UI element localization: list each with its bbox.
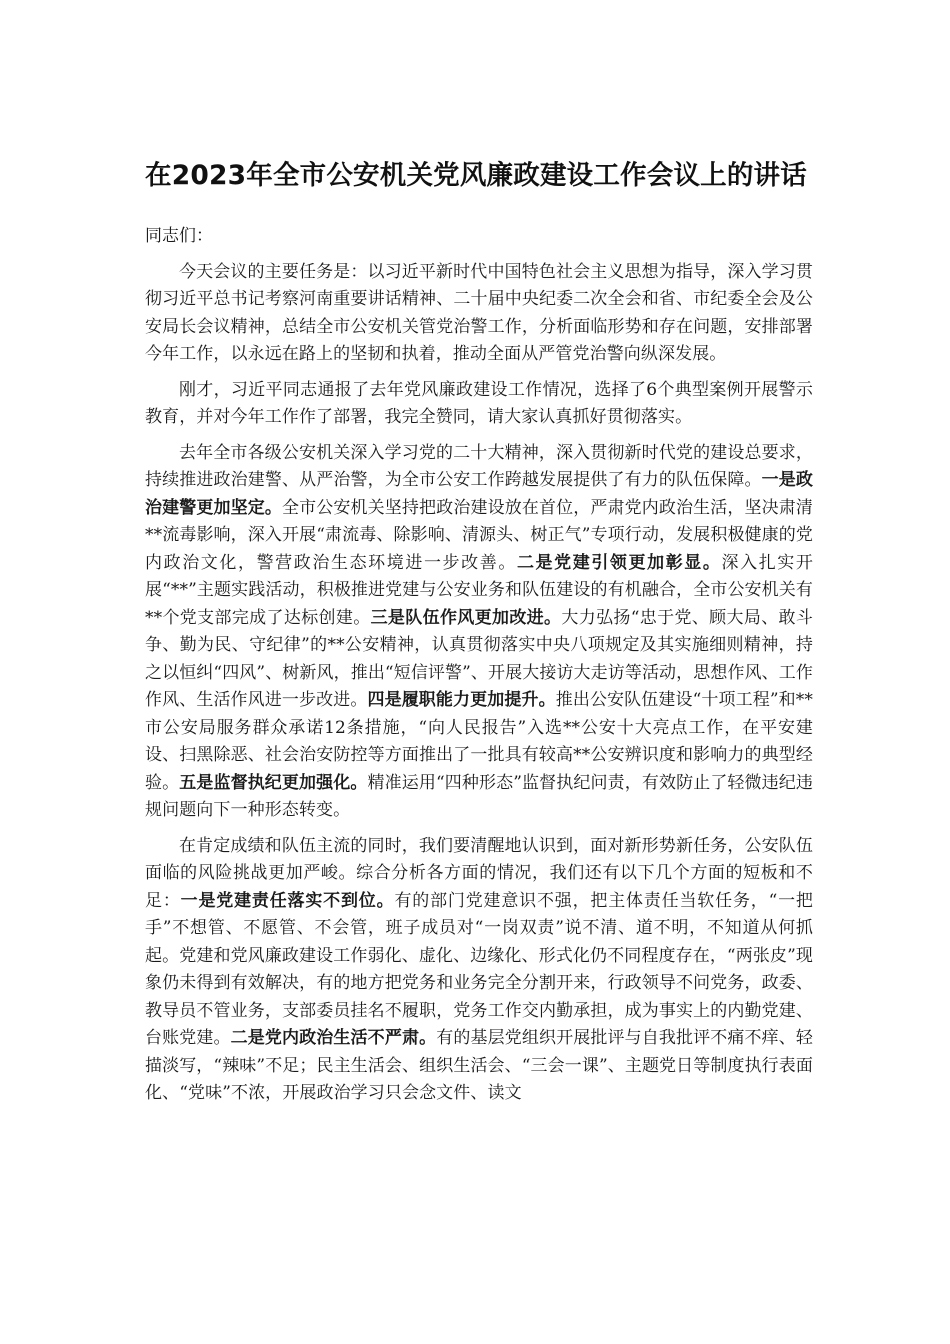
paragraph-text: 刚才，习近平同志通报了去年党风廉政建设工作情况，选择了6个典型案例开展警示教育，并对今年工作作了部署，我完全赞同，请大家认真抓好贯彻落实。: [145, 379, 813, 427]
paragraph-text: 去年全市各级公安机关深入学习党的二十大精神，深入贯彻新时代党的建设总要求，持续推进政治建警、从严治警，为全市公安工作跨越发展提供了有力的队伍保障。: [145, 442, 813, 490]
paragraph-text: 精准运用“四种形态”监督执纪问责，有效防止了轻微违纪违规问题向下一种形态转变。: [145, 772, 813, 820]
paragraph-text: 今天会议的主要任务是：以习近平新时代中国特色社会主义思想为指导，深入学习贯彻习近平总书记考察河南重要讲话精神、二十届中央纪委二次全会和省、市纪委全会及公安局长会议精神，总结全市公安机关管党治警工作，分析面临形势和存在问题，安排部署今年工作，以永远在路上的坚韧和执着，推动全面从严管党治警向纵深发展。: [145, 261, 813, 364]
paragraph-text: 推出公安队伍建设“十项工程”和**市公安局服务群众承诺12条措施，“向人民报告”入选**公安十大亮点工作，在平安建设、扫黑除恶、社会治安防控等方面推出了一批具有较高**公安辨识度和影响力的典型经验。: [145, 690, 813, 793]
point-heading: 一是党建责任落实不到位。: [180, 890, 395, 911]
paragraph-text: 深入扎实开展“**”主题实践活动，积极推进党建与公安业务和队伍建设的有机融合，全市公安机关有**个党支部完成了达标创建。: [145, 552, 814, 628]
paragraph-text: 有的基层党组织开展批评与自我批评不痛不痒、轻描淡写，“辣味”不足；民主生活会、组织生活会、“三会一课”、主题党日等制度执行表面化、“党味”不浓，开展政治学习只会念文件、读文: [145, 1028, 814, 1103]
salutation: 同志们：: [145, 226, 213, 246]
point-heading: 五是监督执纪更加强化。: [179, 772, 368, 793]
body-paragraph: [145, 259, 813, 369]
paragraph-text: 在肯定成绩和队伍主流的同时，我们要清醒地认识到，面对新形势新任务，公安队伍面临的风险挑战更加严峻。综合分析各方面的情况，我们还有以下几个方面的短板和不足：: [145, 835, 813, 911]
point-heading: 二是党内政治生活不严肃。: [230, 1028, 437, 1048]
body-paragraph: [145, 833, 813, 1108]
point-heading: 一是政治建警更加坚定。: [145, 470, 813, 518]
body-paragraph: [145, 377, 813, 432]
body-paragraph: [145, 440, 813, 825]
document-body: [145, 259, 813, 1108]
paragraph-text: 有的部门党建意识不强，把主体责任当软任务，“一把手”不想管、不愿管、不会管，班子成员对“一岗双责”说不清、道不明，不知道从何抓起。党建和党风廉政建设工作弱化、虚化、边缘化、形式化仍不同程度存在，“两张皮”现象仍未得到有效解决，有的地方把党务和业务完全分割开来，行政领导不问党务，政委、教导员不管业务，支部委员挂名不履职，党务工作交内勤承担，成为事实上的内勤党建、台账党建。: [145, 890, 814, 1048]
point-heading: 三是队伍作风更加改进。: [370, 607, 562, 628]
document-page: [145, 150, 813, 1116]
paragraph-text: 全市公安机关坚持把政治建设放在首位，严肃党内政治生活，坚决肃清**流毒影响，深入开展“肃流毒、除影响、清源头、树正气”专项行动，发展积极健康的党内政治文化，警营政治生态环境进一步改善。: [145, 497, 813, 573]
document-title: 在2023年全市公安机关党风廉政建设工作会议上的讲话: [145, 160, 807, 191]
point-heading: 二是党建引领更加彰显。: [516, 552, 722, 573]
point-heading: 四是履职能力更加提升。: [367, 690, 556, 710]
paragraph-text: 大力弘扬“忠于党、顾大局、敢斗争、勤为民、守纪律”的**公安精神，认真贯彻落实中央八项规定及其实施细则精神，持之以恒纠“四风”、树新风，推出“短信评警”、开展大接访大走访等活动，思想作风、工作作风、生活作风进一步改进。: [145, 607, 813, 710]
